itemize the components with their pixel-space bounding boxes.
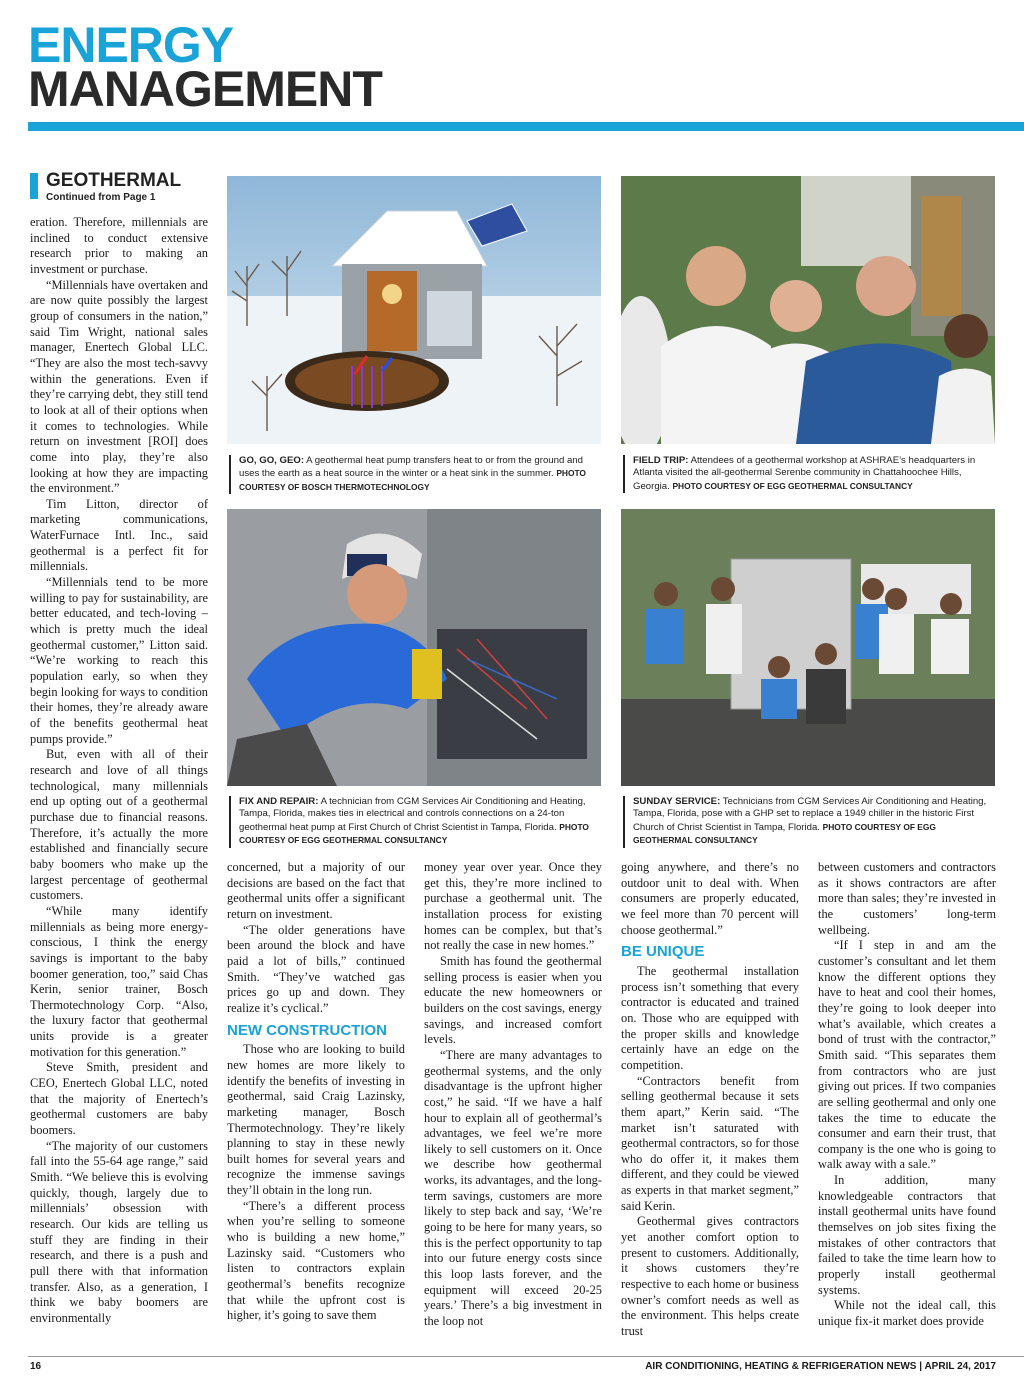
paragraph: “The older generations have been around the block and have paid a lot of bills,” continued Smith. “They’ve watched gas prices go up and down. They realize it’s cyclical.” [227,922,405,1015]
photo2-caption [623,455,995,493]
article-column-3 [424,860,602,1345]
photo-credit: PHOTO COURTESY OF EGG GEOTHERMAL CONSULTANCY [672,480,913,491]
section-title-management: MANAGEMENT [28,61,382,117]
paragraph: money year over year. Once they get this, they’re more inclined to purchase a geothermal unit. The installation process for existing homes can be complex, but that’s not really the case in new homes.” [424,860,602,953]
caption-lead: GO, GO, GEO: [239,455,305,466]
photo-credit: PHOTO COURTESY OF EGG GEOTHERMAL CONSULTANCY [633,821,936,846]
header-rule [28,122,1024,131]
paragraph: In addition, many knowledgeable contractors that install geothermal units have found themselves on job sites fixing the mistakes of other contractors that failed to take the time learn how to properly install geothermal systems. [818,1173,996,1297]
article-column-4 [621,860,799,1345]
photo3-caption [229,796,601,848]
field-trip-photo [621,176,995,444]
photo-field-trip [621,176,995,444]
section-title-energy: ENERGY [28,17,234,73]
paragraph: “Millennials tend to be more willing to pay for sustainability, are better educated, and tech-loving – which is pretty much the ideal geothermal customer,” Litton said. “We’re working to reach this population early, so when they begin looking for ways to condition their homes, they’re already aware of the benefits geothermal heat pumps provide.” [30,575,208,746]
paragraph: But, even with all of their research and love of all things technological, many millennials end up opting out of a geothermal purchase due to financial reasons. Therefore, it’s actually the more established and financially secure baby boomers who make up the largest percentage of geothermal customers. [30,747,208,903]
caption-text: A geothermal heat pump transfers heat to or from the ground and uses the earth as a heat source in the winter or a heat sink in the summer. [239,455,583,480]
footer-rule [28,1356,1024,1357]
kicker-title: GEOTHERMAL [46,170,182,191]
subhead-be-unique: BE UNIQUE [621,943,705,961]
fix-and-repair-photo [227,509,601,786]
photo-credit: PHOTO COURTESY OF EGG GEOTHERMAL CONSULTANCY [239,821,589,846]
paragraph: “Contractors benefit from selling geothermal because it sets them apart,” Kerin said. “The market isn’t saturated with geothermal contractors, so for those who do offer it, it makes them different, and they could be viewed as experts in that market segment,” said Kerin. [621,1073,799,1213]
geothermal-house-illustration [227,176,601,444]
sunday-service-photo [621,509,995,786]
paragraph: “There are many advantages to geothermal systems, and the only disadvantage is the upfront higher cost,” he said. “If we have a half hour to explain all of geothermal’s advantages, we feel we’re more likely to sell customers on it. Once we describe how geothermal works, its advantages, and the long-term savings, customers are more likely to step back and say, ‘We’re going to be here for many years, so this is the perfect opportunity to tap into our future energy costs since this loop lasts forever, and the equipment will exceed 20-25 years.’ There’s a big investment in the loop not [424,1047,602,1329]
paragraph: going anywhere, and there’s no outdoor unit to deal with. When consumers are properly educated, we feel more than 70 percent will choose geothermal.” [621,860,799,937]
paragraph: The geothermal installation process isn’t something that every contractor is educated and trained on. Those who are equipped with the proper skills and knowledge certainly have an edge on the competition. [621,963,799,1072]
paragraph: While not the ideal call, this unique fix-it market does provide [818,1298,996,1329]
paragraph: between customers and contractors as it shows contractors are after more than sales; they’re invested in the customers’ long-term wellbeing. [818,860,996,937]
caption-lead: SUNDAY SERVICE: [633,796,721,807]
paragraph: “There’s a different process when you’re selling to someone who is building a new home,” Lazinsky said. “Customers who listen to contractors explain geothermal’s benefits recognize that while the upfront cost is higher, it’s going to save them [227,1198,405,1323]
subhead-new-construction: NEW CONSTRUCTION [227,1021,387,1039]
photo1-caption [229,455,601,494]
page-number: 16 [30,1361,42,1372]
article-column-1 [30,215,208,1345]
photo4-caption [623,796,995,848]
caption-lead: FIELD TRIP: [633,455,689,466]
paragraph: eration. Therefore, millennials are inclined to conduct extensive research prior to making an investment or purchase. [30,215,208,276]
photo-fix-and-repair [227,509,601,786]
paragraph: Smith has found the geothermal selling process is easier when you educate the new homeowners or builders on the cost savings, energy savings, and increased comfort levels. [424,953,602,1047]
caption-lead: FIX AND REPAIR: [239,796,319,807]
paragraph: Those who are looking to build new homes are more likely to identify the benefits of investing in geothermal, said Craig Lazinsky, marketing manager, Bosch Thermotechnology. They’re likely planning to stay in these newly built homes for several years and recognize the immense savings they’ll obtain in the long run. [227,1042,405,1198]
paragraph: “Millennials have overtaken and are now quite possibly the largest group of consumers in the nation,” said Tim Wright, national sales manager, Enertech Global LLC. “They are also the most tech-savvy within the generations. Even if they’re carrying debt, they still tend to look at all of their options when it comes to technologies. While return on investment [ROI] does come into play, they’re also looking at how they are impacting the environment.” [30,277,208,496]
caption-text: Technicians from CGM Services Air Conditioning and Heating, Tampa, Florida, pose with a GHP set to replace a 1949 chiller in the historic First Church of Christ Scientist in Tampa, Florida. [633,796,987,833]
photo-geothermal-house [227,176,601,444]
photo-sunday-service [621,509,995,786]
article-column-5 [818,860,996,1345]
caption-text: Attendees of a geothermal workshop at ASHRAE’s headquarters in Atlanta visited the all-geothermal Serenbe community in Chattahoochee Hills, Georgia. [633,455,976,492]
footer-publication: AIR CONDITIONING, HEATING & REFRIGERATION NEWS | APRIL 24, 2017 [645,1361,996,1372]
paragraph: Steve Smith, president and CEO, Enertech Global LLC, noted that the majority of Enertech’s geothermal customers are baby boomers. [30,1060,208,1138]
continued-from-label: Continued from Page 1 [46,192,156,203]
paragraph: Tim Litton, director of marketing communications, WaterFurnace Intl. Inc., said geothermal is a perfect fit for millennials. [30,496,208,574]
paragraph: Geothermal gives contractors yet another comfort option to present to customers. Additionally, it shows customers they’re respective to each home or business owner’s comfort needs as well as the environment. This helps create trust [621,1214,799,1339]
paragraph: “The majority of our customers fall into the 55-64 age range,” said Smith. “We believe this is evolving quickly, though, largely due to millennials’ obsession with research. Our kids are telling us stuff they are finding in their research, and there is a push and pull there with that information transfer. Also, as a generation, I think we baby boomers are environmentally [30,1138,208,1325]
caption-text: A technician from CGM Services Air Conditioning and Heating, Tampa, Florida, makes ties in electrical and controls connections on a 24-ton geothermal heat pump at First Church of Christ Scientist in Tampa, Florida. [239,796,586,833]
paragraph: “While many identify millennials as being more energy-conscious, I think the energy savings is important to the baby boomer generation, too,” said Chas Kerin, senior trainer, Bosch Thermotechnology Corp. “Also, the luxury factor that geothermal units provide is a greater motivation for this generation.” [30,903,208,1059]
paragraph: concerned, but a majority of our decisions are based on the fact that geothermal units offer a significant return on investment. [227,860,405,921]
article-column-2 [227,860,405,1345]
photo-credit: PHOTO COURTESY OF BOSCH THERMOTECHNOLOGY [239,468,586,492]
kicker-accent-bar [30,173,38,199]
paragraph: “If I step in and am the customer’s consultant and let them know the different options they have to heat and cool their homes, they’re going to look deeper into what’s available, which creates a bond of trust with the contractor,” Smith said. “This separates them from contractors who are just giving out prices. If two companies are selling geothermal and only one takes the time to educate the consumer and earn their trust, that company is the one who is going to walk away with a sale.” [818,938,996,1172]
